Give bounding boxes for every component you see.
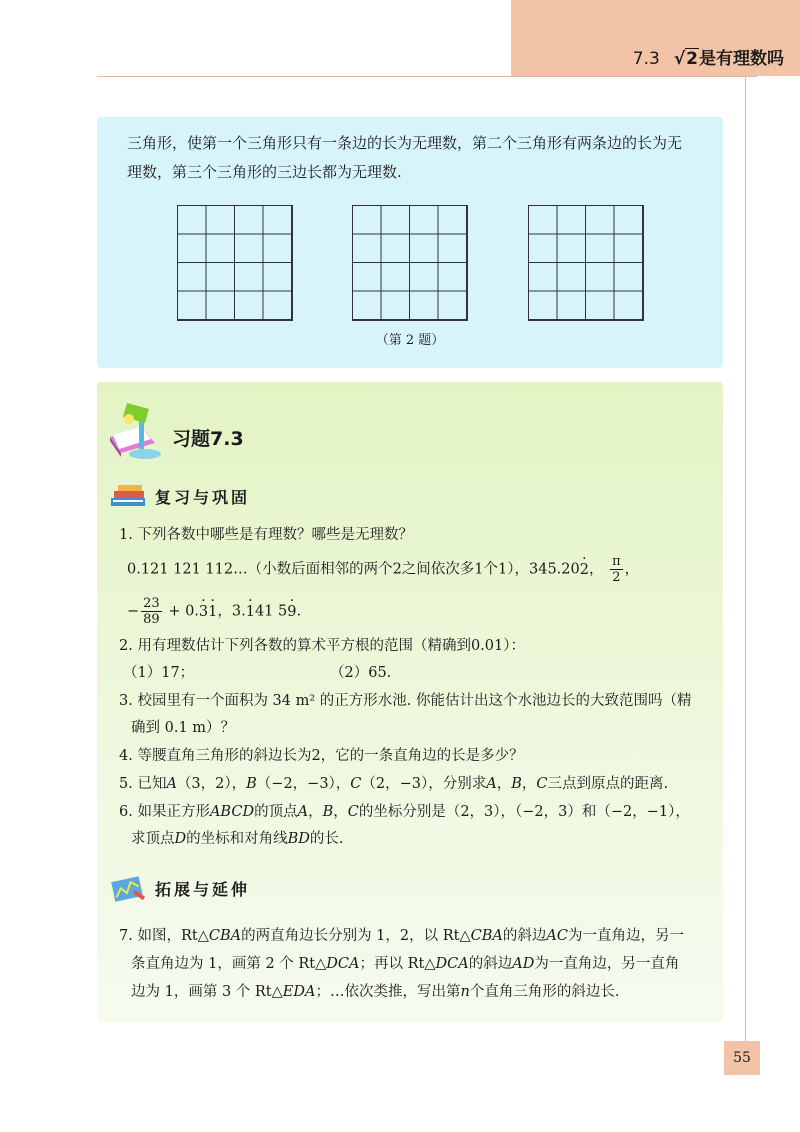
fraction-pi-over-2: $\frac{\pi}{2}$	[612, 554, 621, 585]
books-icon	[109, 482, 149, 508]
exercise-title: 习题7.3	[172, 428, 244, 450]
exercise-box	[97, 382, 723, 1022]
running-header	[0, 44, 784, 69]
section-extension: 拓展与延伸	[155, 880, 251, 899]
question-2-part-2: （2）65.	[330, 665, 392, 681]
question-7: 7. 如图，Rt△CBA的两直角边长分别为 1，2，以 Rt△CBA的斜边AC为一直角边，另一	[119, 928, 684, 944]
chart-board-icon	[109, 875, 149, 905]
question-6: 6. 如果正方形ABCD的顶点A，B，C的坐标分别是（2，3），（−2，3）和（−2，−1），	[119, 804, 690, 820]
question-1-numbers-b: − $\frac{23}{89}$ + 0.3 ·1 ·，3.1 ·41 59 ·.	[127, 596, 301, 627]
question-1: 1. 下列各数中哪些是有理数？哪些是无理数？	[119, 527, 413, 543]
figure-caption: （第 2 题）	[375, 333, 445, 348]
activity-box	[97, 117, 723, 368]
activity-text: 三角形，使第一个三角形只有一条边的长为无理数，第二个三角形有两条边的长为无 理数，第三个三角形的三边长都为无理数.	[127, 134, 683, 181]
square-grid-2	[352, 205, 468, 321]
section-number: 7.3	[632, 49, 660, 69]
square-grid-1	[177, 205, 293, 321]
question-2: 2. 用有理数估计下列各数的算术平方根的范围（精确到0.01）：	[119, 638, 525, 654]
question-6-cont: 求顶点D的坐标和对角线BD的长.	[131, 831, 344, 847]
question-1-numbers-a: 0.121 121 112…（小数后面相邻的两个2之间依次多1个1），345.202 ·， $\frac{\pi}{2}$ ，	[127, 554, 639, 585]
desk-lamp-icon	[105, 399, 165, 461]
question-3-cont: 确到 0.1 m）？	[131, 720, 236, 736]
question-2-part-1: （1）17；	[123, 665, 195, 681]
header-rule	[97, 76, 757, 77]
margin-rule	[745, 76, 746, 1041]
sqrt-symbol: √2	[673, 49, 698, 69]
fraction-23-over-89: $\frac{23}{89}$	[143, 596, 160, 627]
question-4: 4. 等腰直角三角形的斜边长为2，它的一条直角边的长是多少？	[119, 748, 524, 764]
question-7-line-2: 条直角边为 1，画第 2 个 Rt△DCA；再以 Rt△DCA的斜边AD为一直角边，另一直角	[131, 956, 680, 972]
question-5: 5. 已知A（3，2），B（−2，−3），C（2，−3），分别求A，B，C三点到原点的距离.	[119, 776, 669, 792]
section-review: 复习与巩固	[155, 488, 251, 507]
question-3: 3. 校园里有一个面积为 34 m² 的正方形水池. 你能估计出这个水池边长的大致范围吗（精	[119, 693, 692, 709]
square-grid-3	[528, 205, 644, 321]
page-number: 55	[724, 1041, 760, 1075]
header-title: 是有理数吗	[699, 49, 784, 69]
question-7-line-3: 边为 1，画第 3 个 Rt△EDA；…依次类推，写出第n个直角三角形的斜边长.	[131, 984, 620, 1000]
